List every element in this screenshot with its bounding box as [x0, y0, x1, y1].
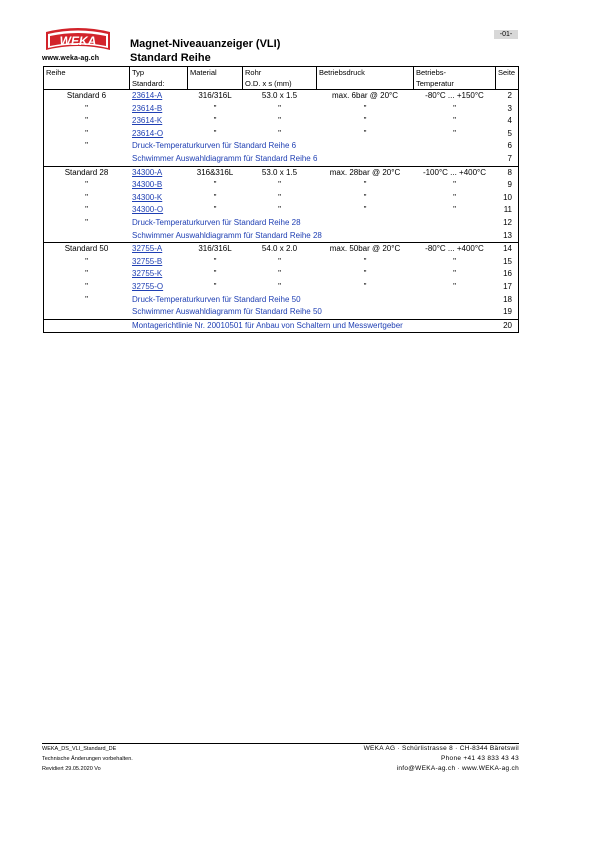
cell-typ[interactable]: 23614-K — [132, 116, 163, 126]
footer-divider — [42, 743, 519, 744]
cell-seite: 4 — [507, 116, 512, 126]
cell-rohr: " — [278, 128, 281, 138]
cell-druck: " — [363, 192, 367, 202]
cell-reihe: " — [85, 256, 88, 266]
table-row — [44, 204, 518, 217]
cell-material: " — [213, 205, 217, 215]
table-row — [44, 103, 518, 116]
cell-rohr: 54.0 x 2.0 — [261, 244, 298, 254]
cell-seite: 9 — [507, 180, 512, 190]
cell-reihe: " — [85, 116, 88, 126]
footer-company: WEKA AG · Schürlistrasse 8 · CH-8344 Bäretswil — [363, 745, 519, 752]
cell-typ[interactable]: 23614-O — [132, 128, 164, 138]
cell-reihe: " — [85, 205, 88, 215]
cell-seite: 6 — [507, 141, 512, 151]
cell-material: " — [213, 103, 217, 113]
cell-druck: " — [363, 128, 367, 138]
table-row — [44, 166, 518, 180]
col-reihe: Reihe — [46, 68, 66, 77]
weka-logo — [42, 28, 114, 54]
cell-druck: " — [363, 103, 367, 113]
cell-material: 316/316L — [198, 91, 232, 100]
footer-phone: Phone +41 43 833 43 43 — [441, 755, 519, 762]
cell-material: " — [213, 269, 217, 279]
doc-link[interactable]: Schwimmer Auswahldiagramm für Standard Reihe 6 — [132, 153, 318, 163]
cell-druck: max. 50bar @ 20°C — [329, 244, 401, 254]
cell-reihe: Standard 6 — [66, 91, 107, 100]
cell-druck: " — [363, 269, 367, 279]
cell-seite: 11 — [503, 205, 512, 215]
table-row — [44, 319, 518, 333]
cell-typ[interactable]: 23614-B — [132, 103, 163, 113]
doc-link[interactable]: Montagerichtlinie Nr. 20010501 für Anbau von Schaltern und Messwertgeber — [132, 320, 403, 330]
cell-rohr: " — [278, 281, 281, 291]
cell-typ[interactable]: 34300-K — [132, 192, 163, 202]
page-number: -01- — [494, 30, 518, 39]
footer-doc-id: WEKA_DS_VLI_Standard_DE — [42, 746, 117, 752]
table-body — [43, 90, 519, 333]
cell-reihe: " — [85, 141, 88, 151]
cell-typ[interactable]: 32755-O — [132, 281, 164, 291]
table-row — [44, 256, 518, 269]
cell-temp: -80°C ... +150°C — [425, 91, 484, 100]
cell-seite: 3 — [507, 103, 512, 113]
cell-rohr: " — [278, 192, 281, 202]
cell-material: " — [213, 256, 217, 266]
cell-temp: -80°C ... +400°C — [425, 244, 484, 254]
doc-link[interactable]: Schwimmer Auswahldiagramm für Standard Reihe 28 — [132, 230, 322, 240]
cell-seite: 2 — [507, 91, 512, 100]
cell-seite: 20 — [503, 320, 512, 330]
cell-typ[interactable]: 32755-B — [132, 256, 163, 266]
cell-reihe: " — [85, 103, 88, 113]
footer-notice: Technische Änderungen vorbehalten. — [42, 756, 133, 762]
document-subtitle: Standard Reihe — [130, 52, 211, 64]
cell-rohr: " — [278, 269, 281, 279]
cell-reihe: Standard 28 — [64, 167, 109, 177]
table-header — [43, 66, 519, 90]
cell-typ[interactable]: 32755-A — [132, 244, 163, 254]
cell-typ[interactable]: 34300-A — [132, 167, 163, 177]
cell-seite: 17 — [503, 281, 512, 291]
cell-temp: -100°C ... +400°C — [422, 167, 487, 177]
cell-rohr: " — [278, 103, 281, 113]
table-row — [44, 140, 518, 153]
cell-seite: 16 — [503, 269, 512, 279]
table-row — [44, 242, 518, 256]
cell-material: " — [213, 192, 217, 202]
cell-material: " — [213, 180, 217, 190]
doc-link[interactable]: Druck-Temperaturkurven für Standard Reihe 50 — [132, 294, 301, 304]
table-row — [44, 90, 518, 103]
cell-rohr: " — [278, 116, 281, 126]
cell-druck: " — [363, 281, 367, 291]
cell-rohr: " — [278, 256, 281, 266]
doc-link[interactable]: Druck-Temperaturkurven für Standard Reihe 6 — [132, 141, 297, 151]
table-row — [44, 268, 518, 281]
cell-rohr: " — [278, 180, 281, 190]
cell-seite: 18 — [503, 294, 512, 304]
cell-seite: 5 — [507, 128, 512, 138]
website-url[interactable]: www.weka-ag.ch — [42, 55, 100, 62]
cell-druck: max. 28bar @ 20°C — [329, 167, 401, 177]
cell-material: 316&316L — [196, 167, 234, 177]
cell-temp: " — [453, 269, 456, 279]
cell-temp: " — [453, 116, 456, 126]
col-rohr: Rohr O.D. x s (mm) — [245, 68, 292, 88]
cell-druck: " — [363, 256, 367, 266]
cell-seite: 12 — [503, 217, 512, 227]
cell-temp: " — [453, 103, 456, 113]
cell-rohr: " — [278, 205, 281, 215]
table-row — [44, 217, 518, 230]
cell-temp: " — [453, 180, 456, 190]
svg-text:WEKA: WEKA — [59, 34, 97, 48]
table-row — [44, 128, 518, 141]
cell-seite: 10 — [503, 192, 512, 202]
col-seite: Seite — [498, 68, 516, 77]
cell-material: 316/316L — [198, 244, 232, 254]
table-row — [44, 294, 518, 307]
cell-temp: " — [453, 256, 456, 266]
product-table — [43, 66, 519, 333]
cell-druck: " — [363, 180, 367, 190]
cell-seite: 7 — [507, 153, 512, 163]
cell-druck: max. 6bar @ 20°C — [331, 91, 398, 100]
table-row — [44, 179, 518, 192]
cell-typ[interactable]: 23614-A — [132, 91, 163, 100]
table-row — [44, 192, 518, 205]
cell-reihe: " — [85, 192, 88, 202]
cell-reihe: " — [85, 294, 88, 304]
cell-seite: 15 — [503, 256, 512, 266]
cell-reihe: " — [85, 128, 88, 138]
cell-reihe: " — [85, 281, 88, 291]
cell-typ[interactable]: 34300-O — [132, 205, 164, 215]
table-row — [44, 153, 518, 166]
cell-seite: 19 — [503, 307, 512, 317]
cell-druck: " — [363, 205, 367, 215]
cell-reihe: " — [85, 180, 88, 190]
col-temp: Betriebs- Temperatur — [416, 68, 454, 88]
cell-seite: 13 — [503, 230, 512, 240]
cell-seite: 8 — [507, 167, 512, 177]
table-row — [44, 115, 518, 128]
col-material: Material — [190, 68, 217, 77]
col-druck: Betriebsdruck — [319, 68, 365, 77]
cell-seite: 14 — [503, 244, 512, 254]
table-row — [44, 306, 518, 319]
col-typ: Typ Standard: — [132, 68, 165, 88]
doc-link[interactable]: Druck-Temperaturkurven für Standard Reihe 28 — [132, 217, 301, 227]
document-title: Magnet-Niveauanzeiger (VLI) — [130, 38, 281, 50]
cell-reihe: " — [85, 217, 88, 227]
cell-reihe: Standard 50 — [64, 244, 109, 254]
cell-temp: " — [453, 128, 456, 138]
cell-typ[interactable]: 32755-K — [132, 269, 163, 279]
doc-link[interactable]: Schwimmer Auswahldiagramm für Standard Reihe 50 — [132, 307, 322, 317]
footer-contact[interactable]: info@WEKA-ag.ch · www.WEKA-ag.ch — [396, 765, 519, 772]
cell-temp: " — [453, 281, 456, 291]
cell-rohr: 53.0 x 1.5 — [261, 91, 298, 100]
cell-typ[interactable]: 34300-B — [132, 180, 163, 190]
cell-reihe: " — [85, 269, 88, 279]
cell-temp: " — [453, 192, 456, 202]
cell-material: " — [213, 281, 217, 291]
cell-material: " — [213, 116, 217, 126]
table-row — [44, 281, 518, 294]
footer-revision: Revidiert 29.05.2020 Vo — [42, 766, 101, 772]
cell-temp: " — [453, 205, 456, 215]
table-row — [44, 230, 518, 243]
cell-rohr: 53.0 x 1.5 — [261, 167, 298, 177]
cell-druck: " — [363, 116, 367, 126]
cell-material: " — [213, 128, 217, 138]
